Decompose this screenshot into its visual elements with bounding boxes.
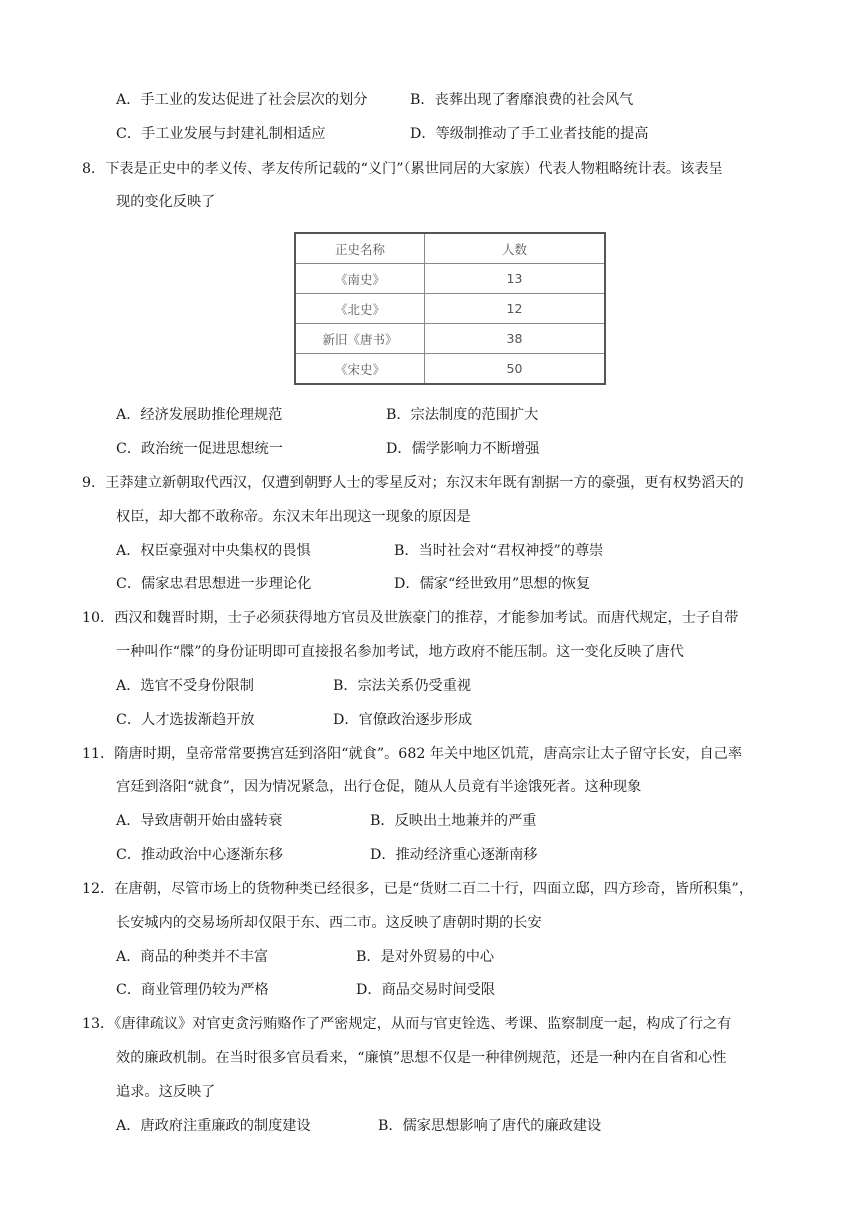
q10-option-d: D．官僚政治逐步形成 (333, 712, 473, 728)
q12-option-a: A．商品的种类并不丰富 (116, 949, 269, 965)
table-cell: 《北史》 (295, 294, 425, 324)
q11-stem-line1: 11．隋唐时期，皇帝常常要携宫廷到洛阳“就食”。682 年关中地区饥荒，唐高宗让太子留守长安，自己率 (82, 746, 743, 762)
q13-stem-line1: 13．《唐律疏议》对官吏贪污贿赂作了严密规定，从而与官吏铨选、考课、监察制度一起，构成了行之有 (82, 1016, 732, 1032)
table-cell: 13 (425, 264, 606, 294)
q12-option-b: B．是对外贸易的中心 (356, 949, 495, 965)
table-header-cell: 人数 (425, 233, 606, 264)
table-cell: 38 (425, 324, 606, 354)
q8-stem-line2: 现的变化反映了 (116, 194, 216, 210)
table-cell: 《南史》 (295, 264, 425, 294)
table-header-row (295, 233, 605, 264)
q9-option-a: A．权臣豪强对中央集权的畏惧 (116, 543, 311, 559)
table-row (295, 294, 605, 324)
q13-stem-line2: 效的廉政机制。在当时很多官员看来，“廉慎”思想不仅是一种律例规范，还是一种内在自省和心性 (116, 1050, 727, 1066)
q11-option-b: B．反映出土地兼并的严重 (370, 813, 537, 829)
table-cell: 《宋史》 (295, 354, 425, 385)
q12-option-d: D．商品交易时间受限 (356, 982, 496, 998)
q8-option-b: B．宗法制度的范围扩大 (386, 407, 539, 423)
q11-option-d: D．推动经济重心逐渐南移 (370, 847, 538, 863)
table-cell: 新旧《唐书》 (295, 324, 425, 354)
q8-statistics-table (294, 232, 606, 385)
table-cell: 12 (425, 294, 606, 324)
q12-stem-line1: 12．在唐朝，尽管市场上的货物种类已经很多，已是“货财二百二十行，四面立邸，四方珍奇，皆所积集”， (82, 881, 754, 897)
q9-stem-line1: 9．王莽建立新朝取代西汉，仅遭到朝野人士的零星反对；东汉末年既有割据一方的豪强，更有权势滔天的 (82, 475, 744, 491)
table-row (295, 264, 605, 294)
q9-option-d: D．儒家“经世致用”思想的恢复 (394, 576, 591, 592)
table-header-cell: 正史名称 (295, 233, 425, 264)
q10-option-a: A．选官不受身份限制 (116, 678, 254, 694)
q7-option-b: B．丧葬出现了奢靡浪费的社会风气 (410, 92, 634, 108)
q9-option-b: B．当时社会对“君权神授”的尊崇 (394, 543, 604, 559)
q9-option-c: C．儒家忠君思想进一步理论化 (116, 576, 312, 592)
q12-option-c: C．商业管理仍较为严格 (116, 982, 269, 998)
q8-stem-line1: 8．下表是正史中的孝义传、孝友传所记载的“义门”（累世同居的大家族）代表人物粗略统计表。该表呈 (82, 161, 723, 177)
q12-stem-line2: 长安城内的交易场所却仅限于东、西二市。这反映了唐朝时期的长安 (116, 915, 542, 931)
q8-option-d: D．儒学影响力不断增强 (386, 441, 540, 457)
table-cell: 50 (425, 354, 606, 385)
table-row (295, 324, 605, 354)
table-row (295, 354, 605, 385)
q13-option-b: B．儒家思想影响了唐代的廉政建设 (378, 1118, 602, 1134)
q10-stem-line1: 10．西汉和魏晋时期，士子必须获得地方官员及世族豪门的推荐，才能参加考试。而唐代规定，士子自带 (82, 610, 739, 626)
q13-option-a: A．唐政府注重廉政的制度建设 (116, 1118, 311, 1134)
q13-stem-line3: 追求。这反映了 (116, 1084, 216, 1100)
q11-stem-line2: 宫廷到洛阳“就食”，因为情况紧急，出行仓促，随从人员竟有半途饿死者。这种现象 (116, 779, 642, 795)
q10-option-b: B．宗法关系仍受重视 (333, 678, 472, 694)
q7-option-d: D．等级制推动了手工业者技能的提高 (410, 126, 649, 142)
q10-stem-line2: 一种叫作“牒”的身份证明即可直接报名参加考试，地方政府不能压制。这一变化反映了唐代 (116, 644, 684, 660)
q11-option-a: A．导致唐朝开始由盛转衰 (116, 813, 283, 829)
q9-stem-line2: 权臣，却大都不敢称帝。东汉末年出现这一现象的原因是 (116, 509, 471, 525)
q11-option-c: C．推动政治中心逐渐东移 (116, 847, 283, 863)
q7-option-a: A．手工业的发达促进了社会层次的划分 (116, 92, 368, 108)
q7-option-c: C．手工业发展与封建礼制相适应 (116, 126, 326, 142)
q8-option-c: C．政治统一促进思想统一 (116, 441, 283, 457)
q8-option-a: A．经济发展助推伦理规范 (116, 407, 283, 423)
q10-option-c: C．人才选拔渐趋开放 (116, 712, 255, 728)
